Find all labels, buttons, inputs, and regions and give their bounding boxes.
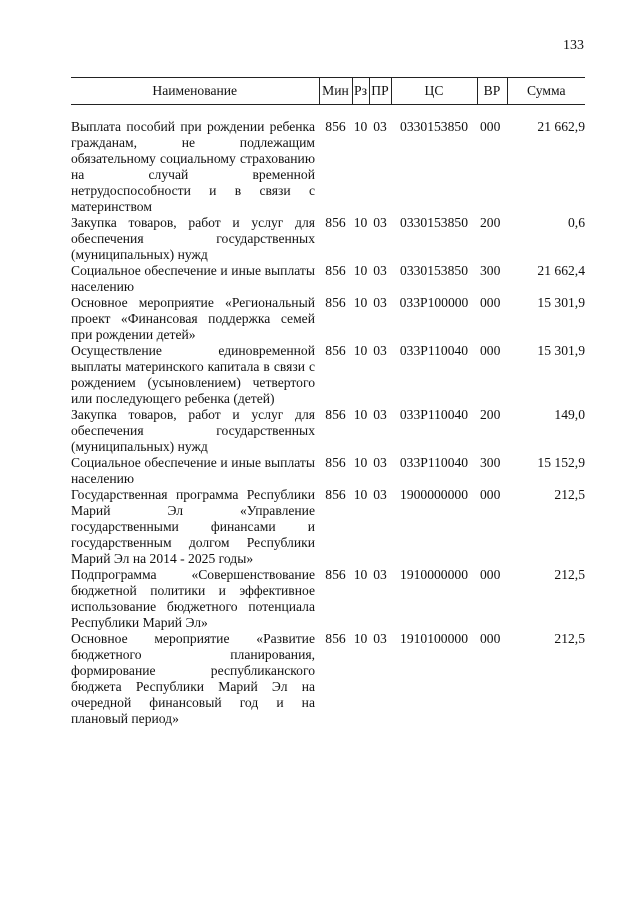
row-pr: 03 <box>373 567 387 582</box>
page-number: 133 <box>563 38 584 53</box>
row-vr: 300 <box>480 263 501 278</box>
table-row <box>71 295 585 343</box>
row-sum: 21 662,9 <box>537 119 585 134</box>
row-min: 856 <box>325 487 346 502</box>
row-min: 856 <box>325 263 346 278</box>
row-name: Основное мероприятие «Развитие бюджетного планирования, формирование республиканского бюджета Республики Марий Эл на очередной финансовый год и на плановый период» <box>71 631 315 726</box>
row-vr: 000 <box>480 567 501 582</box>
row-vr: 200 <box>480 407 501 422</box>
header-pr: ПР <box>369 78 391 105</box>
row-cs: 1900000000 <box>400 487 468 502</box>
row-pr: 03 <box>373 343 387 358</box>
row-min: 856 <box>325 631 346 646</box>
row-pr: 03 <box>373 263 387 278</box>
row-sum: 212,5 <box>554 631 585 646</box>
row-sum: 15 301,9 <box>537 295 585 310</box>
row-cs: 0330153850 <box>400 215 468 230</box>
row-vr: 000 <box>480 631 501 646</box>
row-pr: 03 <box>373 455 387 470</box>
row-rz: 10 <box>353 119 368 134</box>
row-name: Государственная программа Республики Марий Эл «Управление государственными финансами и государственным долгом Республики Марий Эл на 2014 - 2025 годы» <box>71 487 315 566</box>
row-name: Осуществление единовременной выплаты материнского капитала в связи с рождением (усыновлением) четвертого или последующего ребенка (детей) <box>71 343 315 406</box>
row-pr: 03 <box>373 407 387 422</box>
row-name: Основное мероприятие «Региональный проект «Финансовая поддержка семей при рождении детей» <box>71 295 315 342</box>
row-cs: 0330153850 <box>400 119 468 134</box>
row-cs: 0330153850 <box>400 263 468 278</box>
row-pr: 03 <box>373 487 387 502</box>
header-name: Наименование <box>71 78 319 105</box>
table-row <box>71 407 585 455</box>
header-vr: ВР <box>477 78 507 105</box>
row-vr: 200 <box>480 215 501 230</box>
row-vr: 000 <box>480 295 501 310</box>
row-cs: 033P110040 <box>399 343 469 358</box>
row-name: Социальное обеспечение и иные выплаты населению <box>71 455 315 486</box>
row-sum: 21 662,4 <box>537 263 585 278</box>
table-header-row <box>71 78 585 105</box>
row-pr: 03 <box>373 119 387 134</box>
row-cs: 033P100000 <box>399 295 469 310</box>
table-row <box>71 119 585 215</box>
row-min: 856 <box>325 295 346 310</box>
budget-table <box>71 77 585 727</box>
row-vr: 000 <box>480 343 501 358</box>
row-rz: 10 <box>353 631 368 646</box>
row-pr: 03 <box>373 215 387 230</box>
table-row <box>71 343 585 407</box>
table-row <box>71 487 585 567</box>
table-spacer <box>71 105 585 120</box>
row-name: Подпрограмма «Совершенствование бюджетной политики и эффективное использование бюджетного потенциала Республики Марий Эл» <box>71 567 315 630</box>
row-sum: 212,5 <box>554 487 585 502</box>
row-vr: 000 <box>480 487 501 502</box>
row-rz: 10 <box>353 455 368 470</box>
table-row <box>71 567 585 631</box>
row-rz: 10 <box>353 215 368 230</box>
table-row <box>71 455 585 487</box>
row-pr: 03 <box>373 631 387 646</box>
row-min: 856 <box>325 119 346 134</box>
header-min: Мин <box>319 78 352 105</box>
row-vr: 000 <box>480 119 501 134</box>
row-sum: 0,6 <box>568 215 585 230</box>
row-name: Социальное обеспечение и иные выплаты населению <box>71 263 315 294</box>
row-rz: 10 <box>353 263 368 278</box>
row-min: 856 <box>325 343 346 358</box>
row-rz: 10 <box>353 295 368 310</box>
row-sum: 212,5 <box>554 567 585 582</box>
table-row <box>71 631 585 727</box>
row-name: Закупка товаров, работ и услуг для обеспечения государственных (муниципальных) нужд <box>71 215 315 262</box>
row-min: 856 <box>325 215 346 230</box>
row-vr: 300 <box>480 455 501 470</box>
row-rz: 10 <box>353 407 368 422</box>
row-name: Закупка товаров, работ и услуг для обеспечения государственных (муниципальных) нужд <box>71 407 315 454</box>
table-row <box>71 263 585 295</box>
row-rz: 10 <box>353 487 368 502</box>
row-sum: 149,0 <box>554 407 585 422</box>
row-cs: 033P110040 <box>399 407 469 422</box>
row-name: Выплата пособий при рождении ребенка гражданам, не подлежащим обязательному социальному страхованию на случай временной нетрудоспособности и в связи с материнством <box>71 119 315 214</box>
header-rz: Рз <box>352 78 369 105</box>
row-rz: 10 <box>353 567 368 582</box>
table-row <box>71 215 585 263</box>
row-min: 856 <box>325 455 346 470</box>
row-cs: 033P110040 <box>399 455 469 470</box>
row-cs: 1910000000 <box>400 567 468 582</box>
header-sum: Сумма <box>507 78 585 105</box>
row-min: 856 <box>325 567 346 582</box>
row-sum: 15 152,9 <box>537 455 585 470</box>
row-sum: 15 301,9 <box>537 343 585 358</box>
row-min: 856 <box>325 407 346 422</box>
header-cs: ЦС <box>391 78 477 105</box>
row-cs: 1910100000 <box>400 631 468 646</box>
row-rz: 10 <box>353 343 368 358</box>
row-pr: 03 <box>373 295 387 310</box>
